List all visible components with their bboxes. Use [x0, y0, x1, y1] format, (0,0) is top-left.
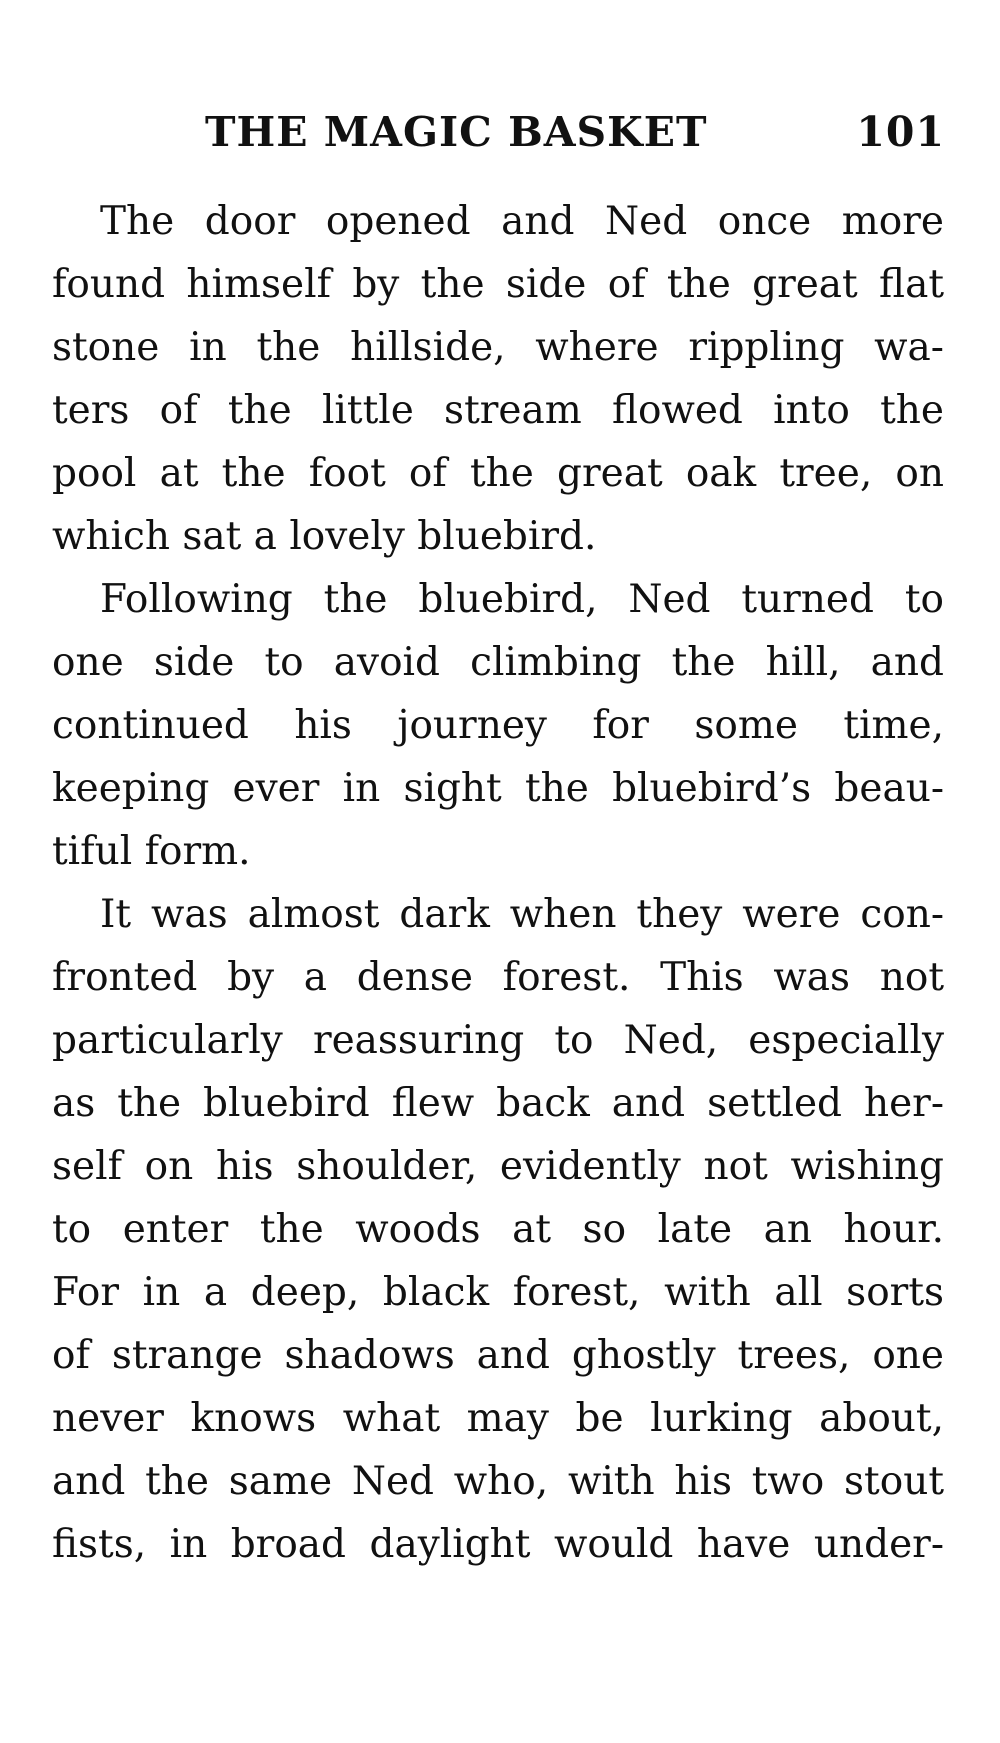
text-line: as the bluebird flew back and settled her-: [52, 1081, 944, 1126]
text-line: pool at the foot of the great oak tree, on: [52, 451, 944, 496]
page-title: THE MAGIC BASKET: [205, 108, 708, 156]
text-line: particularly reassuring to Ned, especially: [52, 1018, 944, 1063]
paragraph-2: [52, 568, 944, 883]
text-line: of strange shadows and ghostly trees, one: [52, 1333, 944, 1378]
paragraph-1: [52, 190, 944, 568]
running-head: [205, 108, 945, 158]
text-line: to enter the woods at so late an hour.: [52, 1207, 944, 1252]
text-line: ters of the little stream flowed into the: [52, 388, 944, 433]
text-line: stone in the hillside, where rippling wa-: [52, 325, 944, 370]
text-line: and the same Ned who, with his two stout: [52, 1459, 944, 1504]
body-text: [52, 190, 944, 1576]
text-line: keeping ever in sight the bluebird’s beau-: [52, 766, 944, 811]
paragraph-3: [52, 883, 944, 1576]
text-line: Following the bluebird, Ned turned to: [100, 577, 944, 622]
text-line: The door opened and Ned once more: [100, 199, 944, 244]
text-line: tiful form.: [52, 829, 251, 874]
text-line: For in a deep, black forest, with all sorts: [52, 1270, 944, 1315]
text-line: It was almost dark when they were con-: [100, 892, 944, 937]
text-line: never knows what may be lurking about,: [52, 1396, 944, 1441]
text-line: found himself by the side of the great flat: [52, 262, 944, 307]
text-line: continued his journey for some time,: [52, 703, 944, 748]
text-line: fists, in broad daylight would have under-: [52, 1522, 944, 1567]
page-number: 101: [856, 108, 945, 156]
text-line: which sat a lovely bluebird.: [52, 514, 597, 559]
text-line: one side to avoid climbing the hill, and: [52, 640, 944, 685]
text-line: fronted by a dense forest. This was not: [52, 955, 944, 1000]
text-line: self on his shoulder, evidently not wishing: [52, 1144, 944, 1189]
